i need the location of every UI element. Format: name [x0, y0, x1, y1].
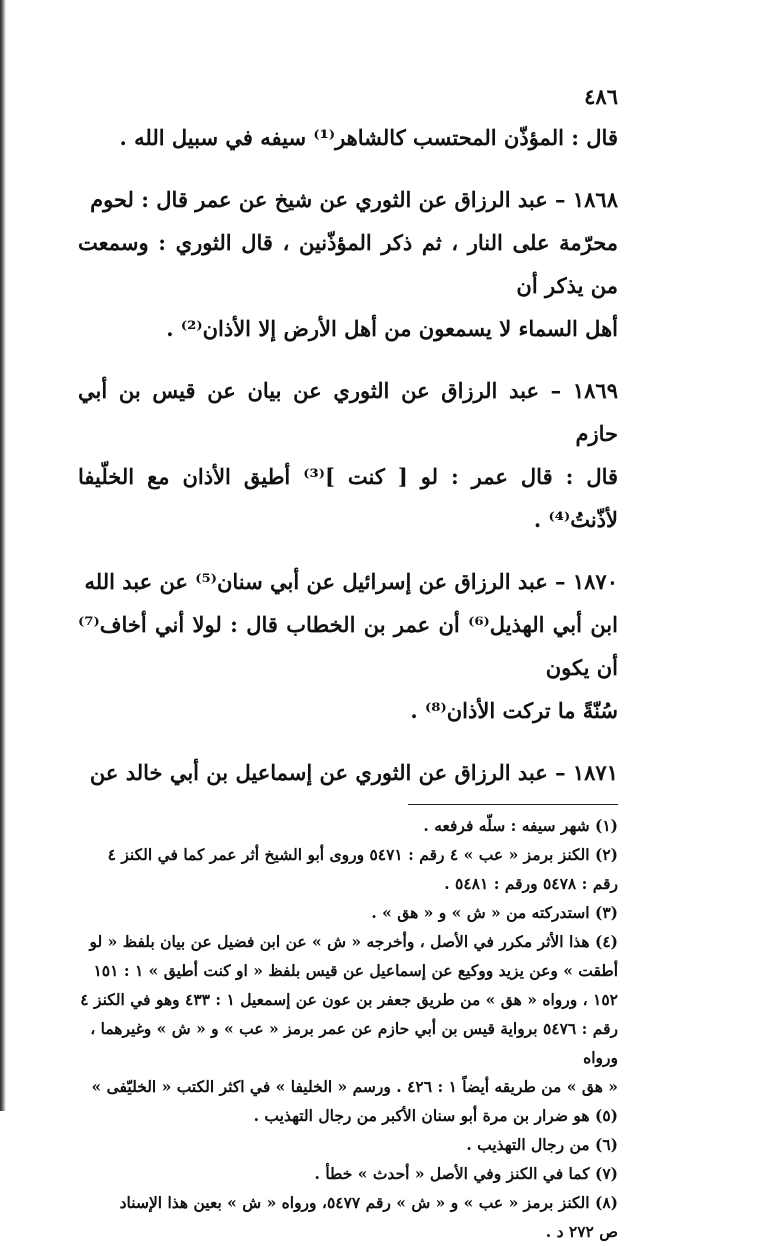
text-line: ابن أبي الهذيل⁽⁶⁾ أن عمر بن الخطاب قال : لولا أني أخاف⁽⁷⁾ أن يكون — [78, 612, 618, 680]
footnote-line: أطقت » وعن يزيد ووكيع عن إسماعيل عن قيس بلفظ « او كنت أطيق » ١ : ١٥١ — [93, 961, 618, 980]
footnote-line: رقم : ٥٤٧٦ برواية قيس بن أبي حازم عن عمر برمز « عب » و « ش » وغيرهما ، ورواه — [90, 1019, 618, 1067]
footnote-line: (٨) الكنز برمز « عب » و « ش » رقم ٥٤٧٧، ورواه « ش » بعين هذا الإسناد — [119, 1193, 618, 1212]
footnote-line: (٤) هذا الأثر مكرر في الأصل ، وأخرجه « ش » عن ابن فضيل عن بيان بلفظ « لو — [89, 932, 618, 951]
footnote-8 — [78, 1188, 618, 1246]
text-line: أهل السماء لا يسمعون من أهل الأرض إلا الأذان⁽²⁾ . — [166, 316, 618, 341]
footnote-5 — [78, 1101, 618, 1130]
footnote-6 — [78, 1130, 618, 1159]
book-page — [78, 82, 618, 1246]
footnote-line: (٧) كما في الكنز وفي الأصل « أحدث » خطأ . — [314, 1164, 618, 1183]
footnote-line: (٦) من رجال التهذيب . — [466, 1135, 618, 1154]
footnote-line: ص ٢٧٢ د . — [545, 1222, 618, 1241]
footnote-line: رقم : ٥٤٧٨ ورقم : ٥٤٨١ . — [444, 874, 618, 893]
footnote-2 — [78, 840, 618, 898]
text-line: محرّمة على النار ، ثم ذكر المؤذّنين ، قال الثوري : وسمعت من يذكر أن — [78, 230, 618, 298]
footnote-1 — [78, 811, 618, 840]
footnote-4 — [78, 927, 618, 1101]
footnote-line: ١٥٢ ، ورواه « هق » من طريق جعفر بن عون عن إسمعيل ١ : ٤٣٣ وهو في الكنز ٤ — [80, 990, 618, 1009]
footnote-3 — [78, 898, 618, 927]
page-edge-shadow — [0, 0, 6, 1111]
footnote-divider — [408, 804, 618, 805]
hadith-1870 — [78, 560, 618, 732]
text-line: ١٨٧١ – عبد الرزاق عن الثوري عن إسماعيل بن أبي خالد عن — [89, 760, 618, 785]
text-line: سُنّةً ما تركت الأذان⁽⁸⁾ . — [410, 698, 618, 723]
footnote-line: (٢) الكنز برمز « عب » ٤ رقم : ٥٤٧١ وروى أبو الشيخ أثر عمر كما في الكنز ٤ — [107, 845, 618, 864]
hadith-1869 — [78, 369, 618, 541]
page-number: ٤٨٦ — [584, 84, 618, 109]
paragraph-continuation — [78, 116, 618, 159]
footnote-line: (٣) استدركته من « ش » و « هق » . — [371, 903, 618, 922]
text-line: قال : المؤذّن المحتسب كالشاهر⁽¹⁾ سيفه في سبيل الله . — [119, 125, 618, 150]
hadith-1868 — [78, 178, 618, 350]
footnote-line: (٥) هو ضرار بن مرة أبو سنان الأكبر من رجال التهذيب . — [253, 1106, 618, 1125]
footnote-7 — [78, 1159, 618, 1188]
text-line: ١٨٧٠ – عبد الرزاق عن إسرائيل عن أبي سنان⁽⁵⁾ عن عبد الله — [84, 569, 618, 594]
text-line: قال : قال عمر : لو [ كنت ]⁽³⁾ أطيق الأذان مع الخلّيفا لأذّنتُ⁽⁴⁾ . — [78, 464, 619, 532]
text-line: ١٨٦٨ – عبد الرزاق عن الثوري عن شيخ عن عمر قال : لحوم — [90, 187, 618, 212]
footnote-line: (١) شهر سيفه : سلّه فرفعه . — [423, 816, 618, 835]
footnote-line: « هق » من طريقه أيضاً ١ : ٤٢٦ . ورسم « الخليفا » في اكثر الكتب « الخليّفى » — [91, 1077, 618, 1096]
footnotes — [78, 811, 618, 1246]
hadith-1871 — [78, 751, 618, 794]
text-line: ١٨٦٩ – عبد الرزاق عن الثوري عن بيان عن قيس بن أبي حازم — [78, 378, 618, 446]
